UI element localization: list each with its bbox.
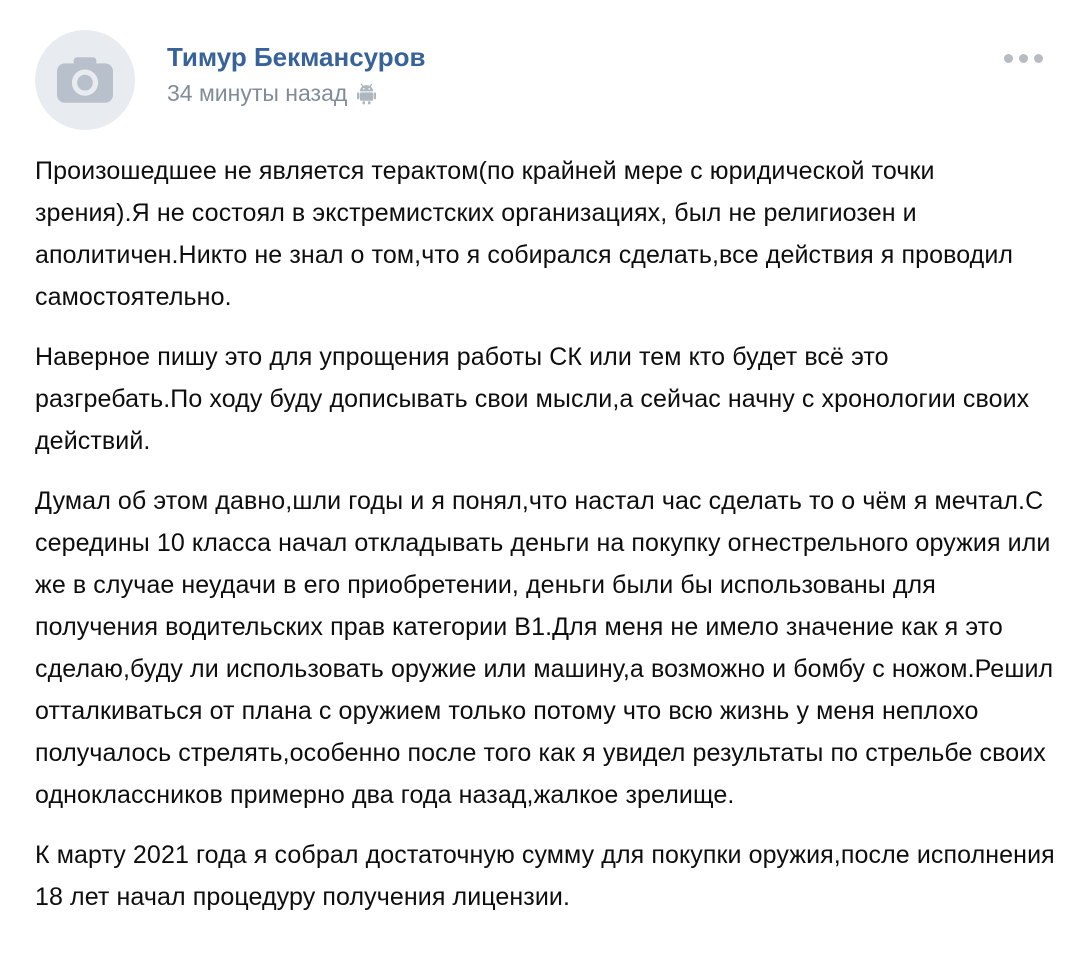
post-paragraph: Думал об этом давно,шли годы и я понял,что настал час сделать то о чём я мечтал.С середины 10 класса начал откладывать деньги на покупку огнестрельного оружия или же в случае неудачи в его приобретении, деньги были бы использованы для получения водительских прав категории В1.Для меня не имело значение как я это сделаю,буду ли использовать оружие или машину,а возможно и бомбу с ножом.Решил отталкиваться от плана с оружием только потому что всю жизнь у меня неплохо получалось стрелять,особенно после того как я увидел результаты по стрельбе своих одноклассников примерно два года назад,жалкое зрелище. (35, 487, 1054, 809)
camera-icon (57, 57, 113, 103)
post-paragraph: К марту 2021 года я собрал достаточную сумму для покупки оружия,после исполнения 18 лет начал процедуру получения лицензии. (35, 841, 1055, 911)
avatar[interactable] (35, 30, 135, 130)
post-paragraph: Наверное пишу это для упрощения работы СК или тем кто будет всё это разгребать.По ходу буду дописывать свои мысли,а сейчас начну с хронологии своих действий. (35, 343, 1030, 455)
post-text (35, 150, 1056, 918)
post-paragraph: Произошедшее не является терактом(по крайней мере с юридической точки зрения).Я не состоял в экстремистских организациях, был не религиозен и аполитичен.Никто не знал о том,что я собирался сделать,все действия я проводил самостоятельно. (35, 157, 1014, 311)
post-timestamp: 34 минуты назад (167, 80, 348, 106)
ellipsis-dot (1019, 54, 1028, 63)
post-header (35, 30, 1055, 132)
android-icon (356, 83, 377, 105)
author-block (167, 43, 426, 106)
ellipsis-dot (1004, 54, 1013, 63)
post-options-button[interactable] (1000, 50, 1047, 67)
timestamp-row[interactable] (167, 80, 426, 106)
ellipsis-dot (1034, 54, 1043, 63)
author-name-link[interactable]: Тимур Бекмансуров (167, 42, 426, 72)
